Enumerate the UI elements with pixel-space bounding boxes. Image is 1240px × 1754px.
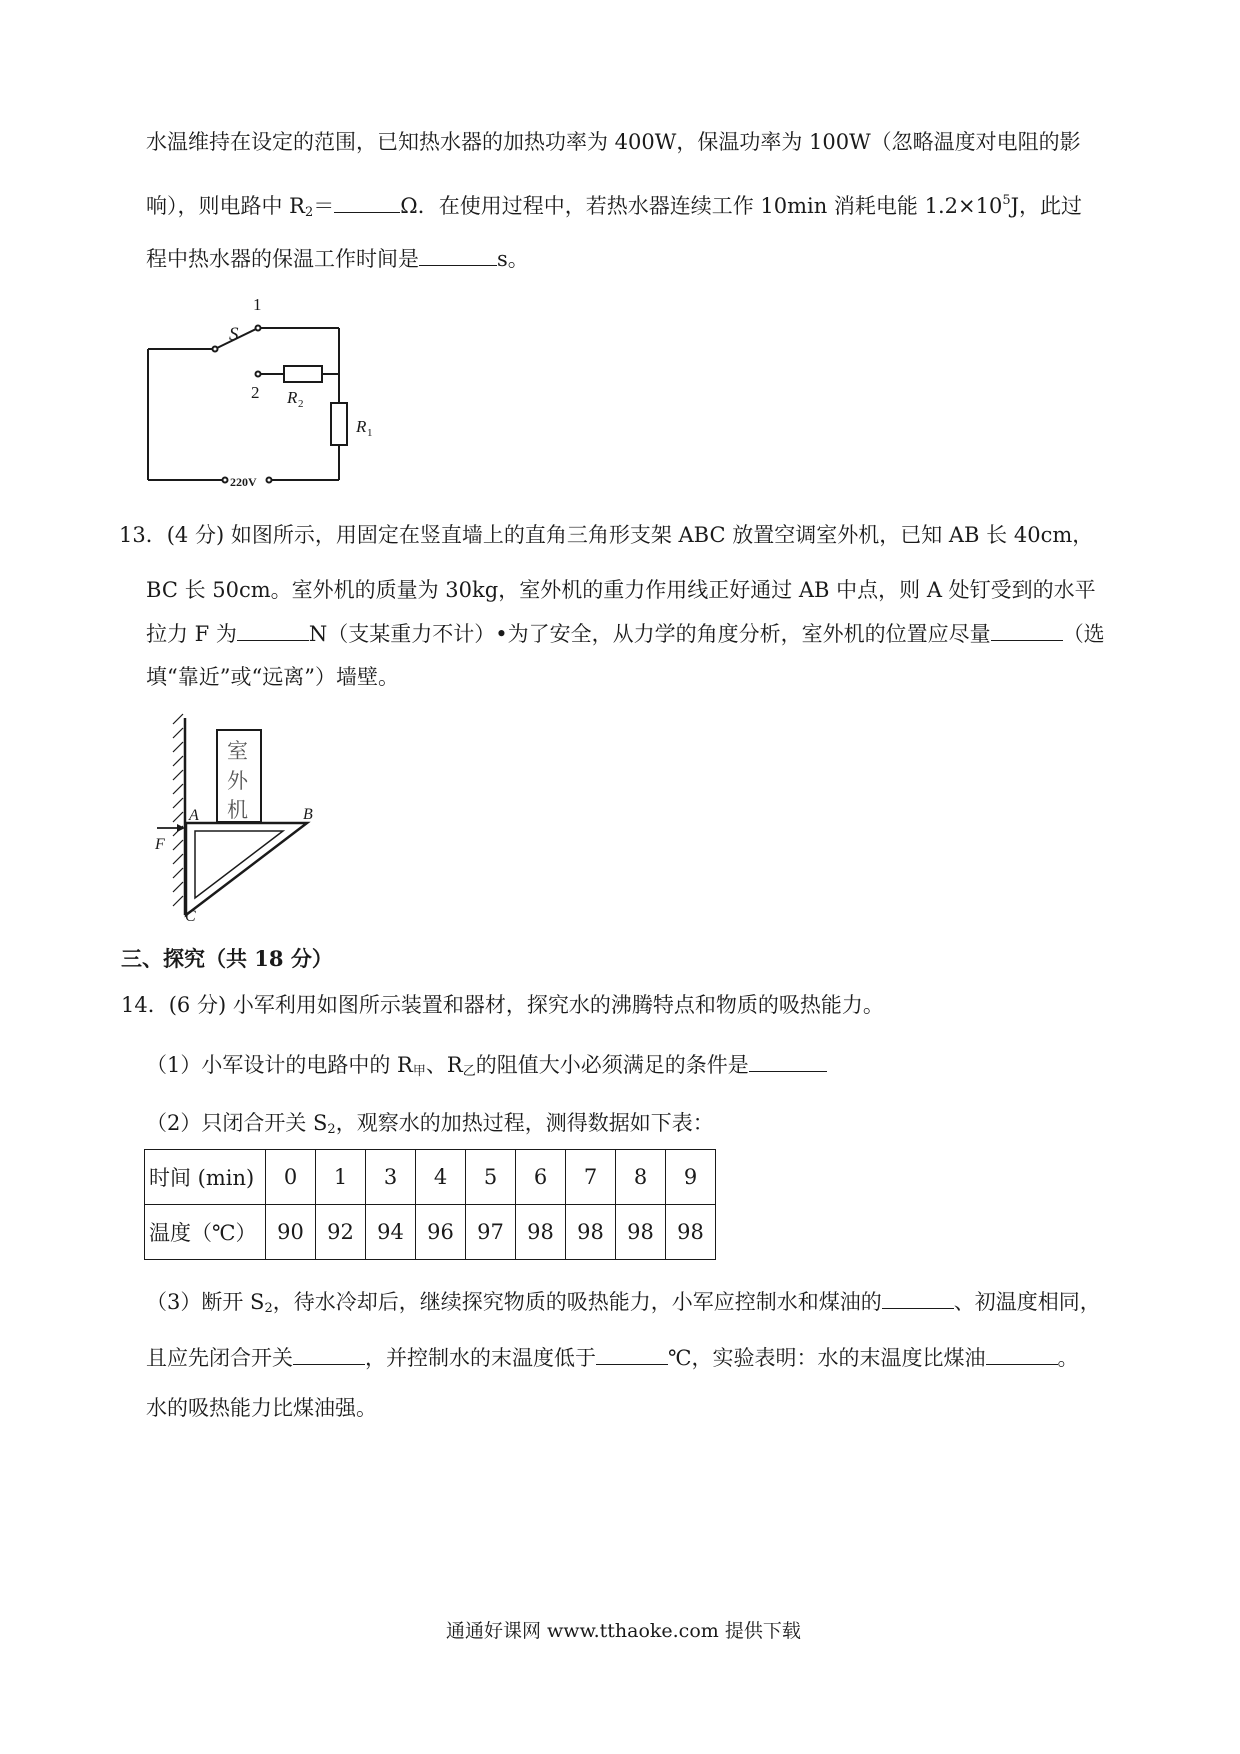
unit-char-3: 机 (227, 798, 248, 822)
q12-line-2 (146, 186, 1082, 228)
q14-line-1 (121, 990, 884, 1020)
q12-text-2b: ＝ (313, 194, 335, 218)
answer-blank-temperature[interactable] (596, 1342, 668, 1365)
q13-text-3c: （选 (1062, 622, 1105, 646)
temperature-cell: 96 (416, 1205, 466, 1260)
q14-text-1: 14．(6 分) 小军利用如图所示装置和器材，探究水的沸腾特点和物质的吸热能力。 (121, 993, 884, 1017)
q14-p2-text-b: ，观察水的加热过程，测得数据如下表： (335, 1111, 714, 1135)
temperature-cell: 97 (466, 1205, 516, 1260)
q14-p1-text-c: 的阻值大小必须满足的条件是 (475, 1053, 749, 1077)
q13-line-1 (119, 520, 1093, 550)
answer-blank-r2[interactable] (334, 190, 400, 213)
q13-text-3b: N（支某重力不计）•为了安全，从力学的角度分析，室外机的位置应尽量 (308, 622, 991, 646)
r2-label: R (287, 388, 298, 407)
q12-text-3a: 程中热水器的保温工作时间是 (146, 247, 419, 271)
q14-p3-text-a: （3）断开 S (146, 1290, 265, 1314)
terminal-2-label: 2 (251, 383, 260, 402)
q12-text-3b: s。 (497, 247, 529, 271)
table-row-time (145, 1150, 716, 1205)
time-cell: 7 (566, 1150, 616, 1205)
q14-p3-text-b: ，待水冷却后，继续探究物质的吸热能力，小军应控制水和煤油的 (272, 1290, 882, 1314)
q14-part-1 (146, 1049, 827, 1087)
time-cell: 9 (666, 1150, 716, 1205)
q14-p1-sub-2: 乙 (462, 1064, 476, 1079)
temperature-cell: 98 (516, 1205, 566, 1260)
answer-blank-comparison[interactable] (986, 1342, 1058, 1365)
q13-line-3 (146, 618, 1105, 649)
q14-part-3-line-2 (146, 1342, 1079, 1373)
q14-p4-text-b: ，并控制水的末温度低于 (365, 1346, 596, 1370)
time-cell: 0 (266, 1150, 316, 1205)
r2-label-sub: 2 (298, 398, 304, 410)
q14-p2-text-a: （2）只闭合开关 S (146, 1111, 328, 1135)
q12-line-1 (146, 127, 1081, 157)
q12-line-3 (146, 243, 529, 274)
q14-p4-text-d: 。 (1057, 1346, 1079, 1370)
answer-blank-force[interactable] (237, 618, 309, 641)
temperature-cell: 98 (566, 1205, 616, 1260)
switch-label: S (229, 324, 239, 345)
footer-text: 通通好课网 www.tthaoke.com 提供下载 (446, 1620, 801, 1642)
q14-p1-sub-1: 甲 (412, 1064, 426, 1079)
temperature-cell: 98 (616, 1205, 666, 1260)
q14-p1-text-a: （1）小军设计的电路中的 R (146, 1053, 413, 1077)
unit-char-2: 外 (227, 769, 248, 793)
answer-blank-position[interactable] (991, 618, 1063, 641)
q13-line-2 (146, 575, 1096, 605)
q13-text-1: 13．(4 分) 如图所示，用固定在竖直墙上的直角三角形支架 ABC 放置空调室外机，已知 AB 长 40cm， (119, 523, 1094, 547)
time-cell: 4 (416, 1150, 466, 1205)
section-3-heading (121, 944, 333, 974)
q14-p4-text-a: 且应先闭合开关 (146, 1346, 293, 1370)
unit-char-1: 室 (227, 739, 248, 763)
temperature-cell: 90 (266, 1205, 316, 1260)
point-b-label: B (303, 806, 313, 823)
q14-p5-text: 水的吸热能力比煤油强。 (146, 1396, 377, 1420)
circuit-diagram (140, 290, 400, 490)
answer-blank-switch[interactable] (293, 1342, 365, 1365)
q14-p3-sub: 2 (264, 1301, 273, 1316)
q13-line-4 (146, 662, 399, 692)
q12-text-2a: 响），则电路中 R (146, 194, 305, 218)
point-a-label: A (189, 807, 199, 824)
q12-text-2d: J，此过 (1010, 194, 1083, 218)
temperature-header: 温度（℃） (145, 1205, 266, 1260)
q14-part-3-line-3 (146, 1393, 377, 1423)
temperature-cell: 92 (316, 1205, 366, 1260)
q12-r2-subscript: 2 (305, 205, 314, 220)
q13-text-3a: 拉力 F 为 (146, 622, 237, 646)
page-footer (446, 1616, 801, 1646)
answer-blank-mass[interactable] (882, 1286, 954, 1309)
time-cell: 6 (516, 1150, 566, 1205)
q12-text-1: 水温维持在设定的范围，已知热水器的加热功率为 400W，保温功率为 100W（忽略温度对电阻的影 (146, 130, 1081, 154)
q14-p4-text-c: ℃，实验表明：水的末温度比煤油 (668, 1346, 986, 1370)
q12-text-2c: Ω．在使用过程中，若热水器连续工作 10min 消耗电能 1.2×10 (400, 194, 1003, 218)
force-f-label: F (155, 836, 165, 853)
q13-text-2: BC 长 50cm。室外机的质量为 30kg，室外机的重力作用线正好通过 AB 中点，则 A 处钉受到的水平 (146, 578, 1096, 602)
answer-blank-resistance[interactable] (749, 1049, 827, 1072)
voltage-label: 220V (230, 475, 257, 489)
q14-p1-text-b: 、R (425, 1053, 463, 1077)
r1-label: R (356, 417, 367, 436)
time-header: 时间 (min) (145, 1150, 266, 1205)
terminal-1-label: 1 (253, 295, 262, 314)
table-row-temperature (145, 1205, 716, 1260)
q13-text-4: 填“靠近”或“远离”）墙壁。 (146, 665, 399, 689)
point-c-label: C (185, 908, 196, 925)
temperature-cell: 94 (366, 1205, 416, 1260)
time-cell: 1 (316, 1150, 366, 1205)
answer-blank-time[interactable] (419, 243, 497, 266)
temperature-cell: 98 (666, 1205, 716, 1260)
q12-exponent: 5 (1002, 193, 1011, 208)
time-cell: 5 (466, 1150, 516, 1205)
time-cell: 8 (616, 1150, 666, 1205)
q14-p3-text-c: 、初温度相同， (953, 1290, 1101, 1314)
r1-label-sub: 1 (367, 427, 373, 439)
temperature-table (144, 1149, 716, 1260)
bracket-figure (155, 710, 355, 925)
q14-p2-sub: 2 (327, 1122, 336, 1137)
time-cell: 3 (366, 1150, 416, 1205)
q14-part-3 (146, 1286, 1101, 1324)
section-3-title: 三、探究（共 18 分） (121, 946, 333, 971)
q14-part-2 (146, 1108, 714, 1145)
